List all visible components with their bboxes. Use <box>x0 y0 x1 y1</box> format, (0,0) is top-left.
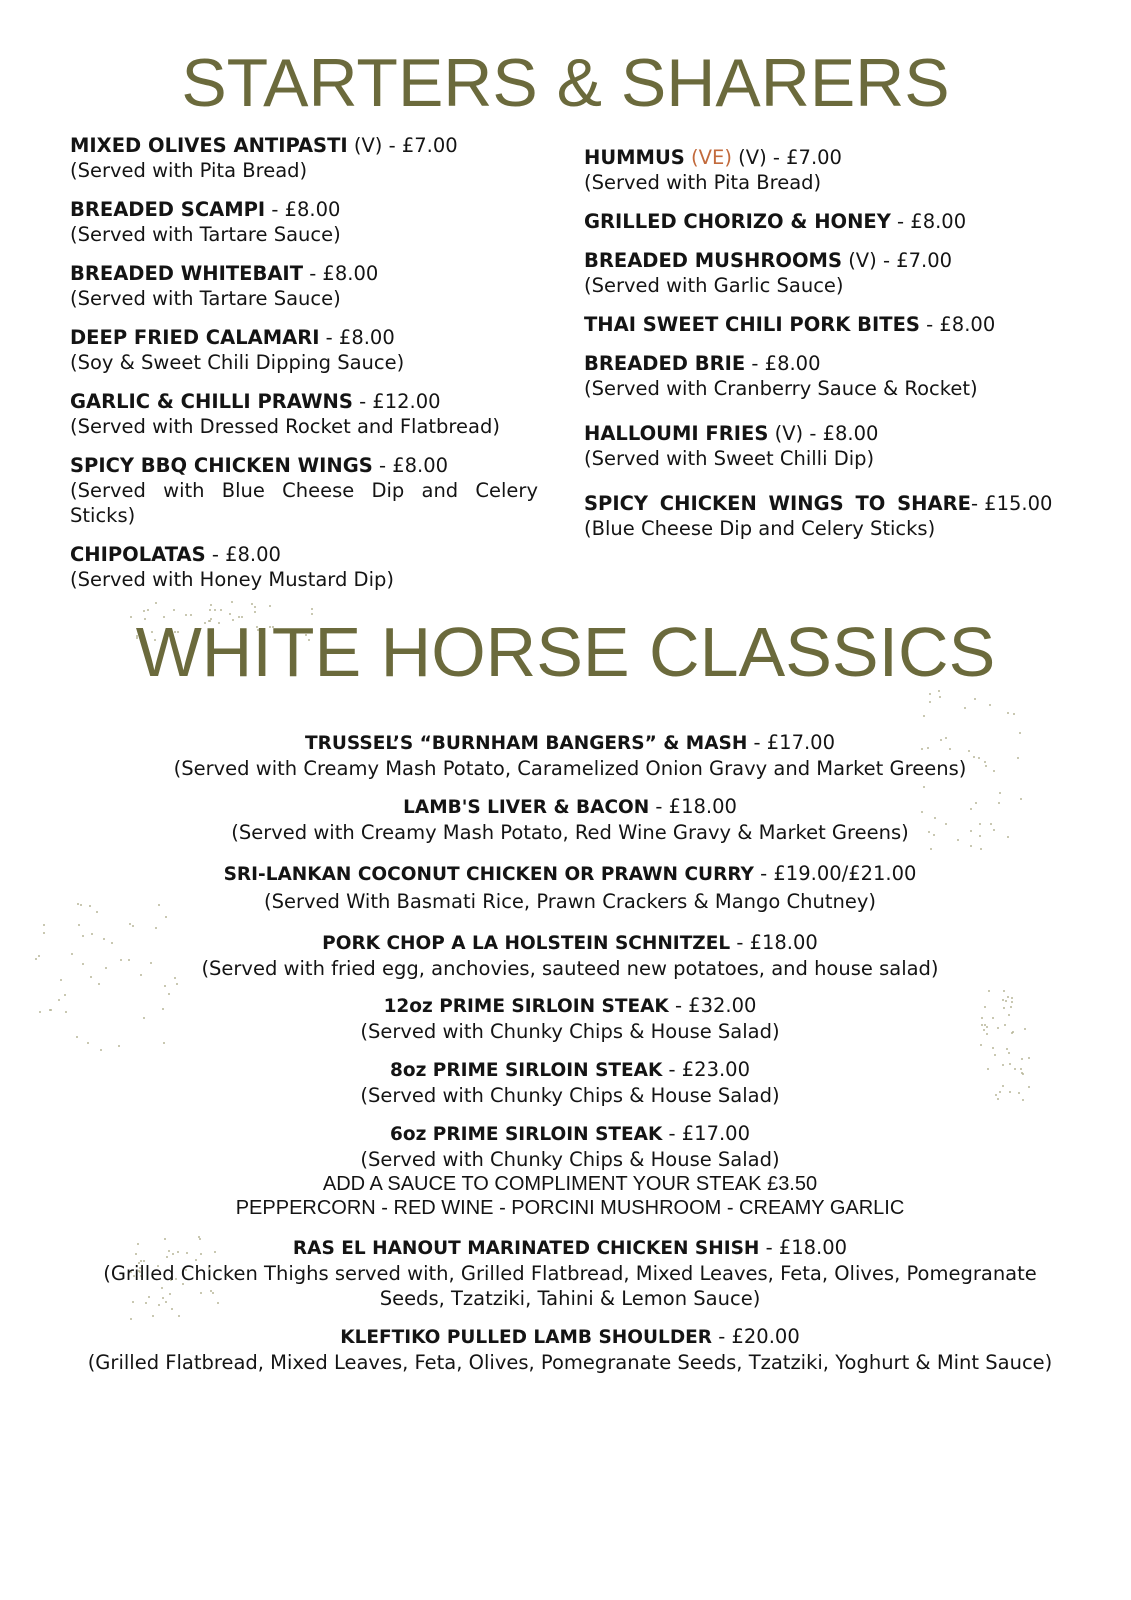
speckle-dot <box>130 1318 132 1320</box>
item-name: LAMB'S LIVER & BACON <box>403 797 650 818</box>
menu-item <box>60 1235 1080 1311</box>
item-name: 6oz PRIME SIRLOIN STEAK <box>390 1124 663 1145</box>
menu-item <box>584 248 952 298</box>
speckle-dot <box>178 1315 180 1317</box>
item-note: (Grilled Chicken Thighs served with, Grilled Flatbread, Mixed Leaves, Feta, Olives, Pomegranate Seeds, Tzatziki, Tahini & Lemon Sauce) <box>103 1262 1037 1310</box>
item-note: (Blue Cheese Dip and Celery Sticks) <box>584 517 936 540</box>
item-name: 8oz PRIME SIRLOIN STEAK <box>390 1060 663 1081</box>
speckle-dot <box>39 1011 41 1013</box>
item-name: SRI-LANKAN COCONUT CHICKEN OR PRAWN CURRY <box>223 864 754 885</box>
item-tags: (V) <box>768 422 804 445</box>
menu-item <box>60 794 1080 845</box>
speckle-dot <box>100 1049 102 1051</box>
speckle-dot <box>1008 1052 1010 1054</box>
item-name: PORK CHOP A LA HOLSTEIN SCHNITZEL <box>322 933 731 954</box>
item-note: (Served with Creamy Mash Potato, Red Wine Gravy & Market Greens) <box>231 821 909 844</box>
speckle-dot <box>964 707 966 709</box>
item-name: THAI SWEET CHILI PORK BITES <box>584 313 920 336</box>
menu-item <box>70 133 458 183</box>
item-note: (Soy & Sweet Chili Dipping Sauce) <box>70 351 405 374</box>
speckle-dot <box>209 609 211 611</box>
item-price: - £18.00 <box>759 1236 848 1259</box>
item-note: (Served with Chunky Chips & House Salad) <box>360 1020 780 1043</box>
speckle-dot <box>974 698 976 700</box>
item-name: KLEFTIKO PULLED LAMB SHOULDER <box>340 1327 713 1348</box>
speckle-dot <box>930 848 932 850</box>
item-note: (Served with Creamy Mash Potato, Caramelized Onion Gravy and Market Greens) <box>173 757 967 780</box>
speckle-dot <box>980 848 982 850</box>
item-price: - £8.00 <box>803 422 879 445</box>
item-name: DEEP FRIED CALAMARI <box>70 326 320 349</box>
speckle-dot <box>147 609 149 611</box>
item-tags: (V) <box>842 249 877 272</box>
item-price: - £8.00 <box>745 352 821 375</box>
item-note: (Served with Garlic Sauce) <box>584 274 844 297</box>
item-price: - £18.00 <box>730 931 818 954</box>
item-price: - £17.00 <box>747 731 835 754</box>
item-price: - £8.00 <box>265 198 341 221</box>
item-note: (Grilled Flatbread, Mixed Leaves, Feta, Olives, Pomegranate Seeds, Tzatziki, Yoghurt & Mint Sauce) <box>87 1351 1053 1374</box>
menu-item <box>60 1324 1080 1375</box>
starters-title: STARTERS & SHARERS <box>181 45 950 121</box>
item-name: GARLIC & CHILLI PRAWNS <box>70 390 353 413</box>
item-note: (Served with Chunky Chips & House Salad) <box>360 1084 780 1107</box>
speckle-dot <box>1006 1048 1008 1050</box>
item-tag-vegan: (VE) <box>691 146 732 169</box>
item-tags: (V) <box>347 134 383 157</box>
item-note: (Served with Cranberry Sauce & Rocket) <box>584 377 978 400</box>
speckle-dot <box>152 1315 154 1317</box>
menu-item <box>70 261 378 311</box>
item-name: RAS EL HANOUT MARINATED CHICKEN SHISH <box>292 1238 760 1259</box>
item-name: CHIPOLATAS <box>70 543 206 566</box>
classics-title: WHITE HORSE CLASSICS <box>135 613 996 691</box>
menu-item <box>60 993 1080 1044</box>
item-name: HUMMUS <box>584 146 685 169</box>
menu-item <box>60 860 1080 915</box>
item-name: MIXED OLIVES ANTIPASTI <box>70 134 348 157</box>
menu-item <box>584 145 842 195</box>
item-note: (Served with Pita Bread) <box>70 159 308 182</box>
menu-item <box>60 1057 1080 1108</box>
item-note: (Served with Sweet Chilli Dip) <box>584 447 875 470</box>
speckle-dot <box>155 602 157 604</box>
speckle-dot <box>929 701 931 703</box>
item-name: BREADED MUSHROOMS <box>584 249 842 272</box>
item-price: - £8.00 <box>372 454 449 477</box>
speckle-dot <box>929 693 931 695</box>
speckle-dot <box>923 715 925 717</box>
menu-item <box>70 197 341 247</box>
speckle-dot <box>1013 713 1015 715</box>
item-price: - £8.00 <box>205 543 281 566</box>
speckle-dot <box>98 983 100 985</box>
item-price: - £32.00 <box>668 994 757 1017</box>
item-name: BREADED WHITEBAIT <box>70 262 303 285</box>
speckle-dot <box>43 924 45 926</box>
speckle-dot <box>311 608 313 610</box>
speckle-dot <box>155 927 157 929</box>
item-price: - £7.00 <box>382 134 458 157</box>
speckle-dot <box>176 983 178 985</box>
speckle-dot <box>43 932 45 934</box>
item-price: - £18.00 <box>649 795 737 818</box>
item-note: (Served with Honey Mustard Dip) <box>70 568 394 591</box>
item-note: (Served with Pita Bread) <box>584 171 822 194</box>
speckle-dot <box>129 923 131 925</box>
menu-item <box>584 312 995 337</box>
item-name: 12oz PRIME SIRLOIN STEAK <box>383 996 669 1017</box>
item-price: - £19.00/£21.00 <box>753 862 917 885</box>
menu-item <box>584 209 966 234</box>
item-name: SPICY CHICKEN WINGS TO SHARE <box>584 492 971 515</box>
item-price: - £17.00 <box>662 1122 750 1145</box>
speckle-dot <box>251 603 253 605</box>
item-price: - £8.00 <box>919 313 996 336</box>
speckle-dot <box>210 604 212 606</box>
item-tags: (V) <box>731 146 767 169</box>
item-note: (Served with fried egg, anchovies, sauteed new potatoes, and house salad) <box>201 957 939 980</box>
speckle-dot <box>988 990 990 992</box>
item-note: (Served with Tartare Sauce) <box>70 223 341 246</box>
item-price: - £8.00 <box>890 210 967 233</box>
speckle-dot <box>992 1047 994 1049</box>
item-note: (Served with Blue Cheese Dip and Celery Sticks) <box>70 479 538 527</box>
speckle-dot <box>269 605 271 607</box>
item-name: GRILLED CHORIZO & HONEY <box>584 210 891 233</box>
item-price: - £8.00 <box>303 262 379 285</box>
item-price: - £23.00 <box>662 1058 750 1081</box>
menu-item <box>584 421 878 471</box>
menu-item <box>584 491 1052 541</box>
speckle-dot <box>165 916 167 918</box>
speckle-dot <box>50 1009 52 1011</box>
item-price: - £15.00 <box>970 492 1053 515</box>
item-name: HALLOUMI FRIES <box>584 422 769 445</box>
menu-item <box>70 542 394 592</box>
speckle-dot <box>989 704 991 706</box>
item-note: (Served with Dressed Rocket and Flatbread) <box>70 415 500 438</box>
speckle-dot <box>132 925 134 927</box>
item-name: SPICY BBQ CHICKEN WINGS <box>70 454 373 477</box>
item-price: - £12.00 <box>352 390 441 413</box>
speckle-dot <box>939 696 941 698</box>
speckle-dot <box>254 606 256 608</box>
item-note: (Served With Basmati Rice, Prawn Crackers & Mango Chutney) <box>263 890 877 913</box>
item-name: BREADED SCAMPI <box>70 198 266 221</box>
sauce-offer: ADD A SAUCE TO COMPLIMENT YOUR STEAK £3.50 <box>322 1173 818 1195</box>
menu-item <box>60 1121 1080 1172</box>
speckle-dot <box>1007 712 1009 714</box>
item-price: - £7.00 <box>876 249 953 272</box>
item-price: - £8.00 <box>319 326 395 349</box>
menu-item <box>584 351 978 401</box>
item-name: TRUSSEL’S “BURNHAM BANGERS” & MASH <box>304 733 748 754</box>
menu-item <box>60 730 1080 781</box>
speckle-dot <box>231 601 233 603</box>
item-note: (Served with Chunky Chips & House Salad) <box>360 1148 780 1171</box>
item-name: BREADED BRIE <box>584 352 746 375</box>
menu-item <box>60 930 1080 981</box>
speckle-dot <box>38 955 40 957</box>
sauce-options: PEPPERCORN - RED WINE - PORCINI MUSHROOM - CREAMY GARLIC <box>235 1197 905 1219</box>
menu-item <box>70 389 500 439</box>
speckle-dot <box>164 985 166 987</box>
menu-item <box>70 325 404 375</box>
item-note: (Served with Tartare Sauce) <box>70 287 341 310</box>
menu-item <box>70 453 538 528</box>
speckle-dot <box>35 958 37 960</box>
speckle-dot <box>78 924 80 926</box>
speckle-dot <box>923 786 925 788</box>
item-price: - £20.00 <box>712 1325 800 1348</box>
item-price: - £7.00 <box>766 146 842 169</box>
speckle-dot <box>970 845 972 847</box>
speckle-dot <box>118 1045 120 1047</box>
